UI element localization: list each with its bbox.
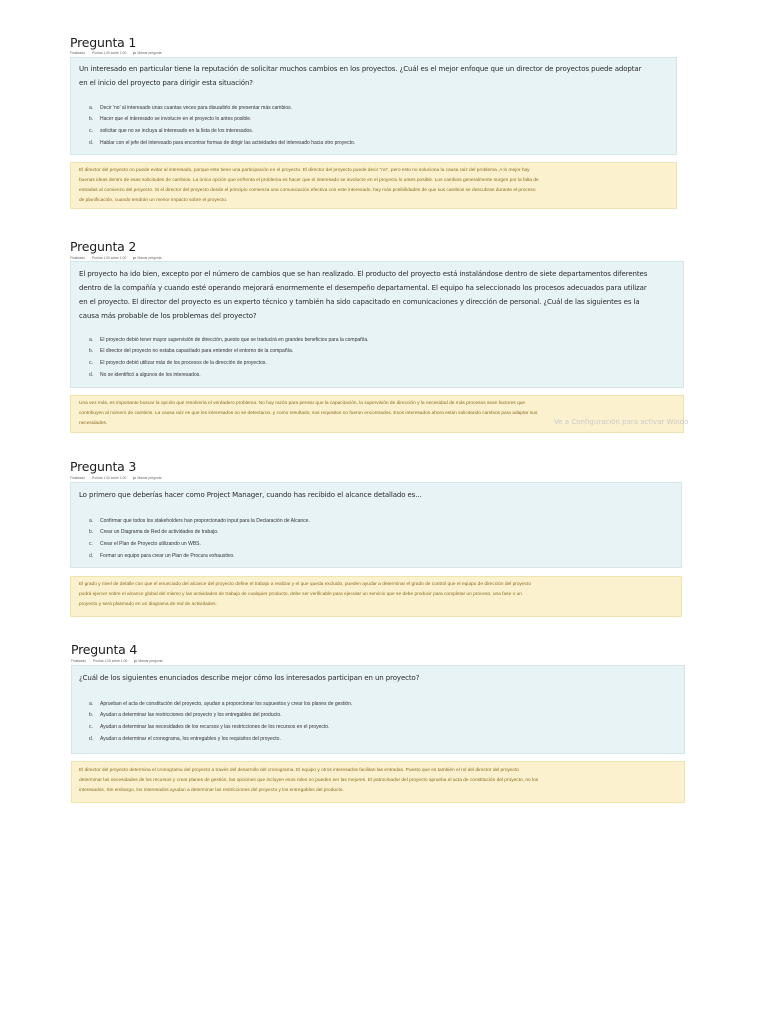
question-text-line: en el proyecto. El director del proyecto es un experto técnico y también ha sido capacitado en comunicaciones y dirección de personal. ¿Cuál de las siguientes es la [79,298,640,306]
option-text: El proyecto debió utilizar más de los procesos de la dirección de proyectos. [100,359,267,366]
options-list [89,698,352,744]
option-text: Ayudan a determinar las restricciones del proyecto y los entregables del producto. [100,712,282,719]
feedback-line: buenas ideas dentro de esas solicitudes de cambios. La única opción que enfrenta el problema es hacer que el interesado se involucre en el proyecto lo antes posible. Los cambios generalmente surgen por la falta de [79,178,539,183]
option-text: Hablar con el jefe del interesado para encontrar formas de dirigir las actividades del interesado hacia otro proyecto. [100,139,356,146]
option-text: Formar un equipo para crear un Plan de Procura exhaustivo. [100,552,235,559]
score-text: Puntúa 1,00 sobre 1,00 [92,256,127,260]
feedback-line: necesidades. [79,421,108,426]
option-b[interactable] [89,527,310,539]
status-text: Finalizado [70,476,86,480]
option-letter: a. [89,104,94,111]
windows-activation-watermark: Ve a Configuración para activar Windo [554,418,689,426]
option-b[interactable] [89,114,355,126]
feedback-line: proyecto y será plasmado en un diagrama de red de actividades. [79,602,217,607]
option-letter: c. [89,127,93,134]
option-text: No se identificó a algunos de los interesados. [100,371,201,378]
option-text: Ayudan a determinar las necesidades de los recursos y las restricciones de los recursos en el proyecto. [100,723,330,730]
option-c[interactable] [89,357,369,369]
question-text-line: dentro de la compañía y cuando esté operando mejorará enormemente el desempeño departamental. El equipo ha seleccionado los procesos adecuados para utilizar [79,284,647,292]
option-text: Crear un Diagrama de Red de actividades de trabajo. [100,529,219,536]
flag-question-label: Marcar pregunta [137,256,162,260]
feedback-line: contribuyen al número de cambios. La causa raíz es que los interesados no se detectaron, y como resultado, sus requisitos no fueron encontrados. Esos interesados ahora están solicitando cambios para adaptar sus [79,411,538,416]
option-letter: a. [89,336,94,343]
option-a[interactable] [89,515,310,527]
option-text: El proyecto debió tener mayor supervisión de dirección, puesto que se traducirá en grandes beneficios para la compañía. [100,336,369,343]
option-c[interactable] [89,721,352,733]
question-title: Pregunta 2 [70,239,137,254]
option-c[interactable] [89,538,310,550]
option-d[interactable] [89,550,310,562]
option-letter: c. [89,359,93,366]
question-text-line: causa más probable de los problemas del proyecto? [79,312,257,320]
feedback-text [79,166,674,206]
option-d[interactable] [89,369,369,381]
option-text: solicitar que no se incluya al interesado en la lista de los interesados. [100,127,254,134]
feedback-line: podrá ejercer sobre el alcance global del mismo y las actividades de trabajo de cualquier producto, debe ser verificable para ejecutar un servicio que se debe producir para completar un proceso, una fase o un [79,592,522,597]
feedback-line: El grado y nivel de detalle con que el enunciado del alcance del proyecto define el trabajo a realizar y el que queda excluido, pueden ayudar a determinar el grado de control que el equipo de dirección del proyecto [79,582,532,587]
question-meta [70,476,162,480]
status-text: Finalizado [70,256,86,260]
feedback-line: Una vez más, es importante buscar la opción que resolvería el verdadero problema. No hay razón para pensar que la capacitación, la supervisión de dirección y la necesidad de más procesos sean factores que [79,401,526,406]
option-letter: d. [89,735,94,742]
score-text: Puntúa 1,00 sobre 1,00 [92,51,127,55]
feedback-line: de planificación, cuando tendrán un menor impacto sobre el proyecto. [79,198,228,203]
question-text-line: ¿Cuál de los siguientes enunciados describe mejor cómo los interesados participan en un proyecto? [79,674,420,682]
flag-icon [133,257,136,260]
option-letter: b. [89,116,94,123]
feedback-line: El director del proyecto determina el cronograma del proyecto a través del desarrollo del cronograma. El equipo y otros interesados facilitan las entradas. Puesto que es también el rol del director del proyecto [79,768,519,773]
flag-icon [133,52,136,55]
question-text [79,267,679,323]
question-meta [70,256,162,260]
option-letter: b. [89,712,94,719]
options-list [89,515,310,561]
question-title: Pregunta 1 [70,35,137,50]
question-title: Pregunta 4 [71,642,138,657]
option-text: Decir 'no' al interesado unas cuantas veces para disuadirlo de presentar más cambios. [100,104,293,111]
status-text: Finalizado [70,51,86,55]
option-a[interactable] [89,102,355,114]
option-d[interactable] [89,733,352,745]
option-text: Aprueban el acta de constitución del proyecto, ayudan a proporcionar los supuestos y crear los planes de gestión. [100,700,353,707]
flag-question-label: Marcar pregunta [137,51,162,55]
flag-question-label: Marcar pregunta [138,659,163,663]
option-a[interactable] [89,334,369,346]
question-text [79,671,679,685]
option-letter: d. [89,552,94,559]
status-text: Finalizado [71,659,87,663]
flag-question-link[interactable] [134,659,162,663]
option-text: Hacer que el interesado se involucre en el proyecto lo antes posible. [100,116,252,123]
question-meta [70,51,162,55]
options-list [89,334,369,380]
feedback-line: determinar las necesidades de los recursos y crear planes de gestión, las opciones que incluyen esos roles no pueden ser las mejores. El patrocinador del proyecto aprueba el acta de constitución del proyecto, no los [79,778,539,783]
feedback-line: entradas al comienzo del proyecto. Si el director del proyecto desde el principio comienza una comunicación efectiva con este interesado, hay más posibilidades de que sus cambios se descubran durante el proceso [79,188,536,193]
feedback-line: interesados. Sin embargo, los interesados ayudan a determinar las restricciones del proyecto y los entregables del producto. [79,788,344,793]
options-list [89,102,355,148]
option-letter: b. [89,348,94,355]
option-letter: d. [89,371,94,378]
option-text: El director del proyecto no estaba capacitado para entender el entorno de la compañía. [100,348,294,355]
option-d[interactable] [89,137,355,149]
flag-question-label: Marcar pregunta [137,476,162,480]
option-letter: a. [89,517,94,524]
option-letter: b. [89,529,94,536]
option-c[interactable] [89,125,355,137]
question-text-line: El proyecto ha ido bien, excepto por el número de cambios que se han realizado. El producto del proyecto está instalándose dentro de siete departamentos diferentes [79,270,648,278]
flag-icon [133,477,136,480]
option-b[interactable] [89,346,369,358]
feedback-text [79,766,682,796]
question-title: Pregunta 3 [70,459,137,474]
feedback-text [79,580,679,610]
flag-question-link[interactable] [133,51,161,55]
question-meta [71,659,163,663]
score-text: Puntúa 1,00 sobre 1,00 [92,476,127,480]
feedback-line: El director del proyecto no puede evitar al interesado, porque este tiene una participación en el proyecto. El director del proyecto puede decir "no", pero esto no soluciona la causa raíz del problema. A lo mejor hay [79,168,530,173]
option-b[interactable] [89,710,352,722]
flag-question-link[interactable] [133,256,161,260]
option-a[interactable] [89,698,352,710]
flag-question-link[interactable] [133,476,161,480]
question-text [79,62,673,90]
question-text [79,488,677,502]
option-letter: c. [89,540,93,547]
question-text-line: Un interesado en particular tiene la reputación de solicitar muchos cambios en los proyectos. ¿Cuál es el mejor enfoque que un director de proyectos puede adoptar [79,65,642,73]
option-text: Confirmar que todos los stakeholders han proporcionado input para la Declaración de Alcance. [100,517,310,524]
question-text-line: Lo primero que deberías hacer como Project Manager, cuando has recibido el alcance detallado es... [79,491,422,499]
flag-icon [134,660,137,663]
option-letter: d. [89,139,94,146]
score-text: Puntúa 1,00 sobre 1,00 [93,659,128,663]
option-text: Ayudan a determinar el cronograma, los entregables y los requisitos del proyecto. [100,735,281,742]
option-letter: a. [89,700,94,707]
question-text-line: en el inicio del proyecto para dirigir esta situación? [79,79,253,87]
option-letter: c. [89,723,93,730]
option-text: Crear el Plan de Proyecto utilizando un WBS. [100,540,201,547]
